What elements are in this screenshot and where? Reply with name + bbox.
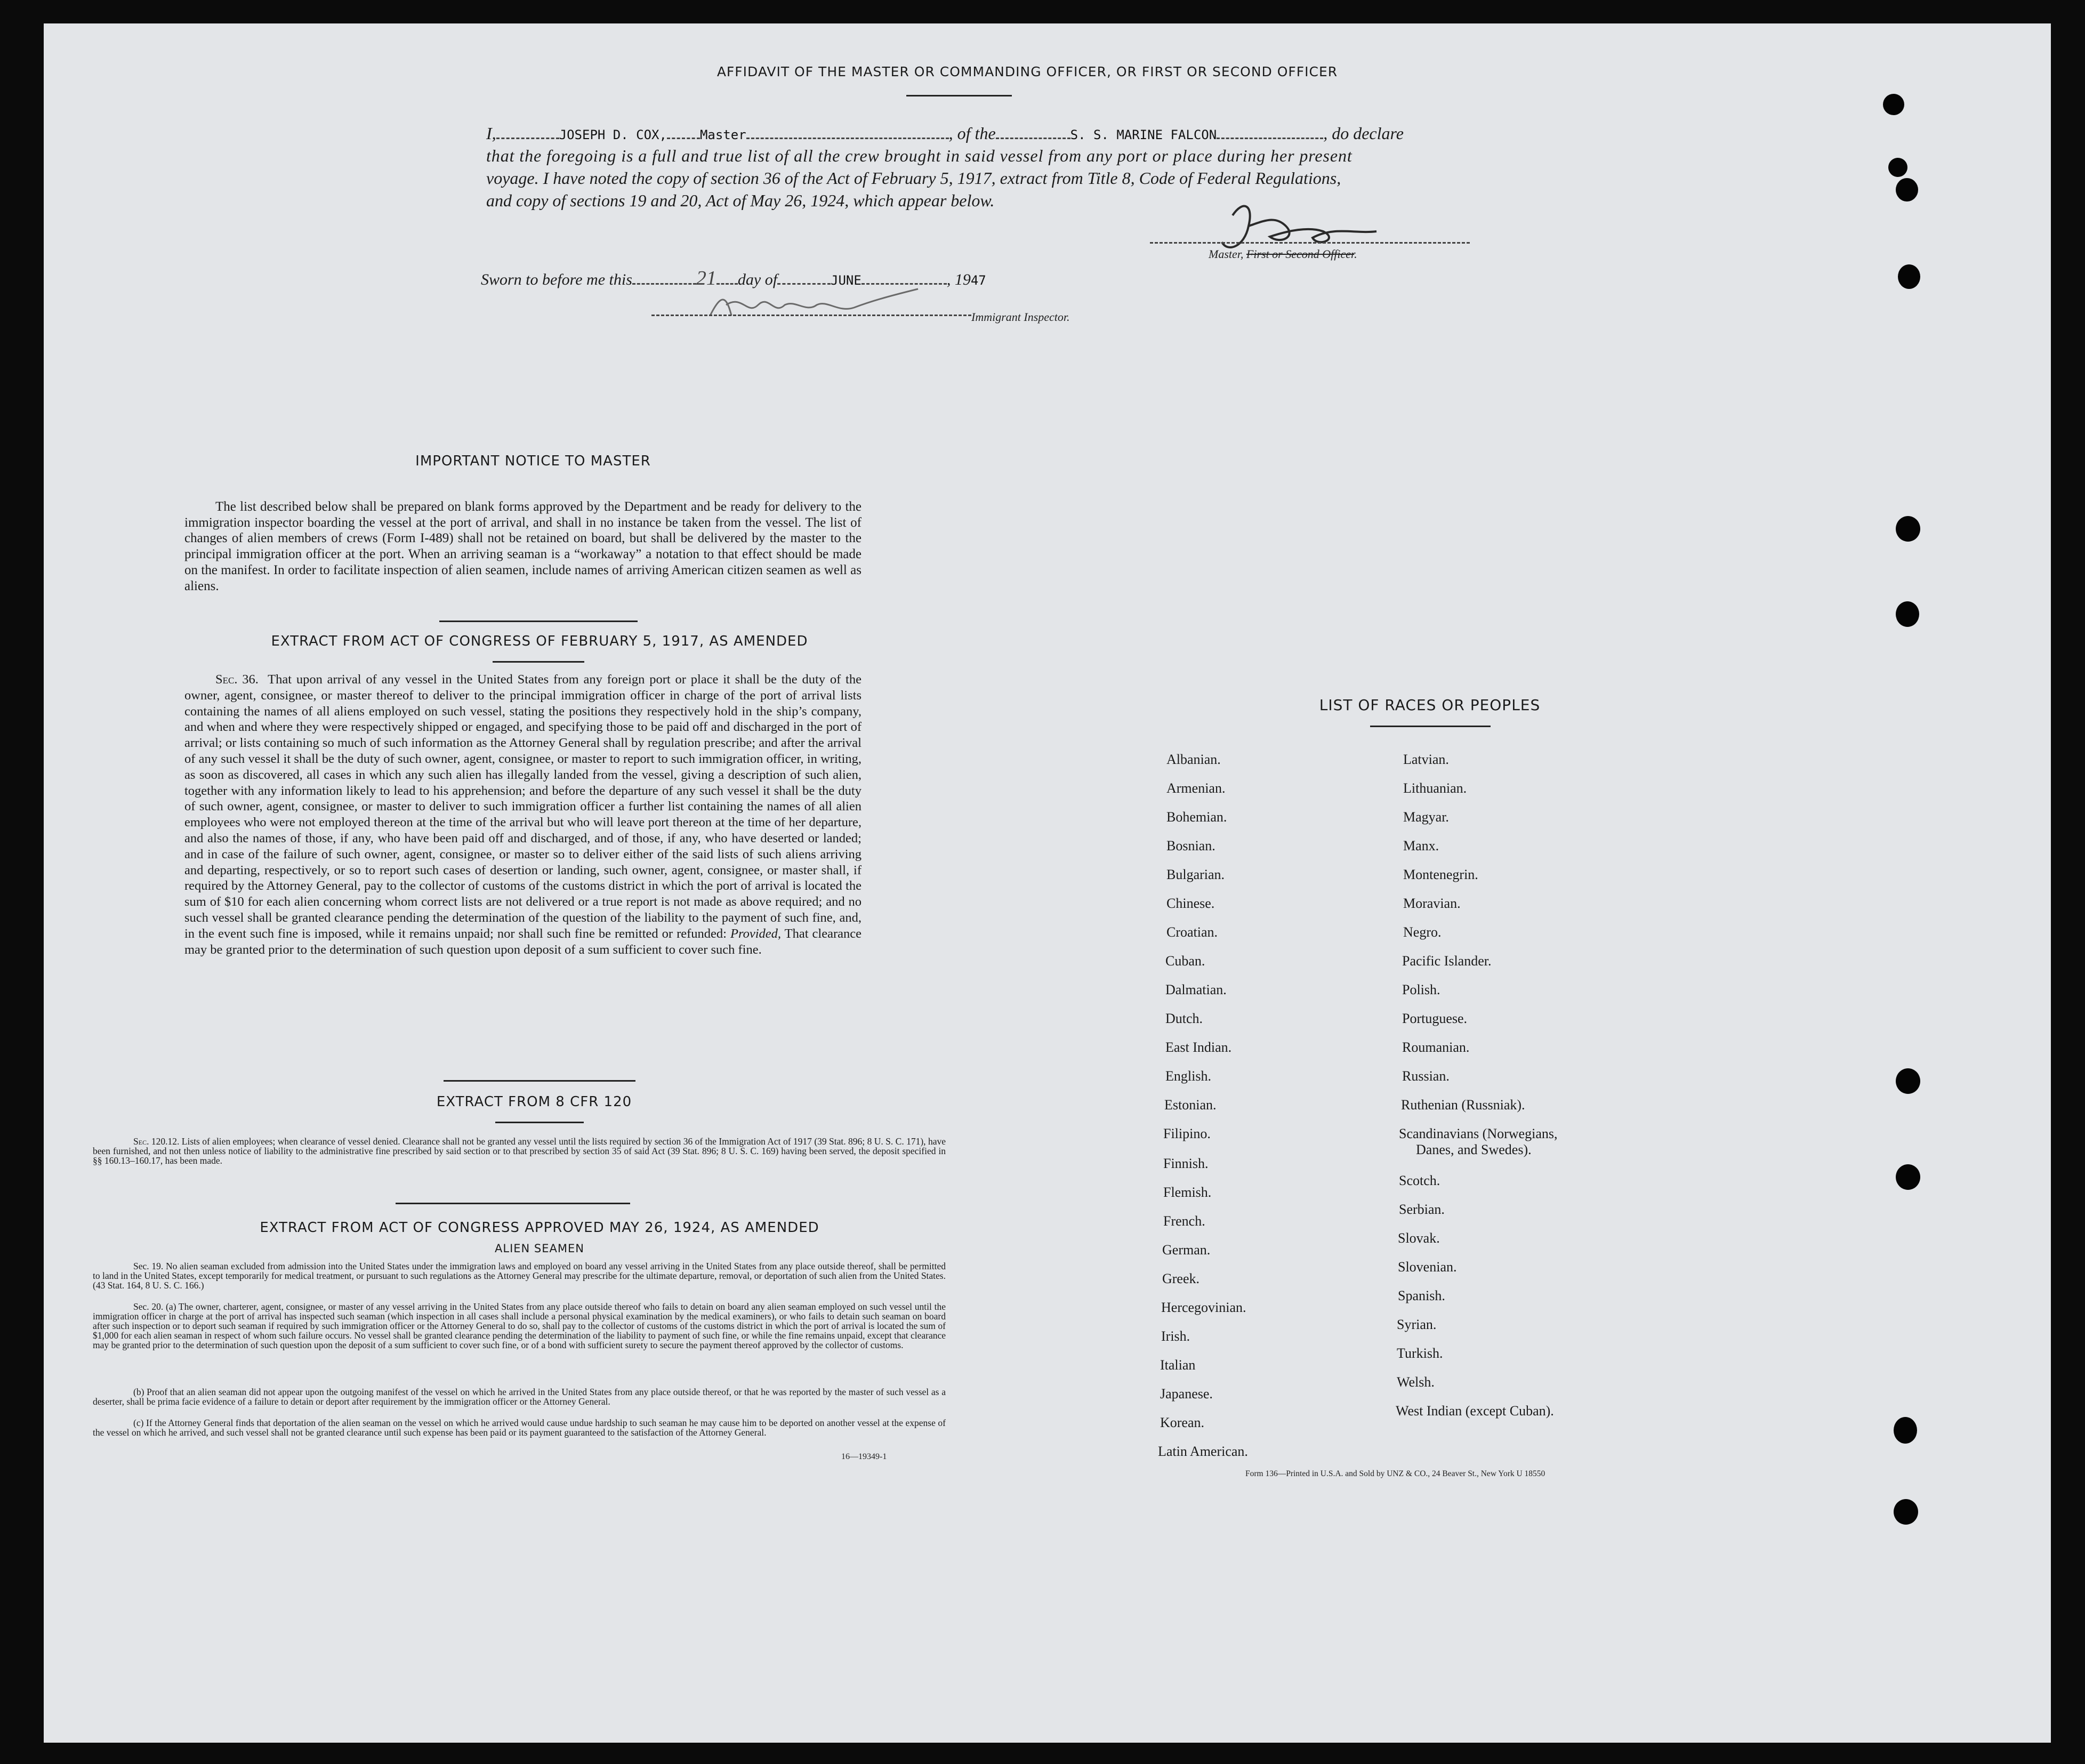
race-item: Manx.: [1403, 838, 1439, 853]
binder-hole: [1894, 1499, 1918, 1525]
race-item: Danes, and Swedes).: [1416, 1142, 1532, 1157]
affidavit-do-declare: , do declare: [1323, 124, 1404, 143]
notice-body: The list described below shall be prepared on blank forms approved by the Department and be ready for delivery to the immigration inspector boarding the vessel at the port of arrival, and shall in no instance be taken from the vessel. The list of changes of alien members of crews (Form I-489) shall not be retained on board, but shall be delivered by the master to the principal immigration officer at the port. When an arriving seaman is a “workaway” a notation to that effect should be made on the manifest. In order to facilitate inspection of alien seamen, include names of arriving American citizen seamen as well as aliens.: [184, 500, 862, 593]
race-item: Portuguese.: [1402, 1011, 1468, 1026]
race-item: German.: [1162, 1242, 1211, 1258]
races-divider: [1370, 726, 1491, 727]
extract-1917-body: Sec. 36. That upon arrival of any vessel in the United States from any foreign port or place it shall be the duty of the owner, agent, consignee, or master thereof to deliver to the principal immigration officer in charge of the port of arrival lists containing the names of all aliens employed on such vessel, stating the positions they respectively hold in the ship’s company, and when and where they were respectively shipped or engaged, and specifying those to be paid off and discharged in the port of arrival; or lists containing so much of such information as the Attorney General shall by regulation prescribe; and after the arrival of any such vessel it shall be the duty of such owner, agent, consignee, or master to report to such immigration officer, in writing, as soon as discovered, all cases in which any such alien has illegally landed from the vessel, giving a description of such alien, together with any information likely to lead to his apprehension; and before the departure of any such vessel it shall be the duty of such owner, agent, consignee, or master to deliver to such immigration officer a further list containing the names of all alien employees who were not employed thereon at the time of the arrival but who will leave port thereon at the time of her departure, and also the names of those, if any, who have been paid off and discharged, and of those, if any, who have deserted or landed; and in case of the failure of such owner, agent, consignee, or master so to deliver either of the said lists of such aliens arriving and departing, respectively, or so to report such cases of desertion or landing, such owner, agent, consignee, or master shall, if required by the Attorney General, pay to the collector of customs of the customs district in which the port of arrival is located the sum of $10 for each alien concerning whom correct lists are not delivered or a true report is not made as above required; and no such vessel shall be granted clearance pending the determination of the question of the liability to the payment of such fine, and, in the event such fine is imposed, while it remains unpaid; nor shall such fine be remitted or refunded: Provided, That clearance may be granted prior to the determination of such question upon deposit of a sum sufficient to cover such fine.: [184, 672, 862, 957]
binder-hole: [1896, 1164, 1920, 1190]
binder-hole: [1898, 264, 1920, 289]
affidavit-line-3: voyage. I have noted the copy of section 36 of the Act of February 5, 1917, extract from Title 8, Code of Federal Regulations,: [486, 168, 1341, 188]
race-item: Bohemian.: [1166, 809, 1227, 825]
extract-1917-divider: [493, 661, 584, 663]
race-item: Magyar.: [1403, 809, 1449, 825]
extract-1917-end-divider: [444, 1080, 635, 1082]
race-item: Finnish.: [1163, 1156, 1209, 1171]
race-item: Lithuanian.: [1403, 780, 1467, 796]
inspector-signature: [705, 284, 950, 326]
sworn-year: 47: [970, 273, 986, 288]
race-item: West Indian (except Cuban).: [1396, 1403, 1554, 1419]
binder-hole: [1888, 158, 1907, 177]
race-item: Dalmatian.: [1165, 982, 1227, 997]
extract-1917-heading: EXTRACT FROM ACT OF CONGRESS OF FEBRUARY 5, 1917, AS AMENDED: [271, 633, 808, 649]
binder-hole: [1894, 1417, 1917, 1444]
race-item: Negro.: [1403, 924, 1442, 940]
race-item: Dutch.: [1165, 1011, 1203, 1026]
extract-cfr-end-divider: [396, 1203, 630, 1204]
extract-cfr-heading: EXTRACT FROM 8 CFR 120: [436, 1094, 632, 1110]
affidavit-line-2: that the foregoing is a full and true list of all the crew brought in said vessel from any port or place during her present: [486, 146, 1353, 165]
section-19-body: Sec. 19. No alien seaman excluded from admission into the United States under the immigration laws and employed on board any vessel arriving in the United States from any place outside thereof, shall be permitted to land in the United States, except temporarily for medical treatment, or pursuant to such regulations as the Attorney General may prescribe for the ultimate departure, removal, or deportation of such alien from the United States. (43 Stat. 164, 8 U. S. C. 166.): [93, 1261, 946, 1291]
race-item: Greek.: [1162, 1271, 1200, 1286]
section-20b-body: (b) Proof that an alien seaman did not appear upon the outgoing manifest of the vessel on which he arrived in the United States from any place outside thereof, or that he was reported by the master of such vessel as a deserter, shall be prima facie evidence of a failure to detain or deport after requirement by the immigration officer or the Attorney General.: [93, 1387, 946, 1407]
race-item: Scotch.: [1399, 1173, 1440, 1188]
binder-hole: [1896, 516, 1920, 542]
race-item: Bulgarian.: [1166, 867, 1225, 882]
race-item: Moravian.: [1403, 896, 1461, 911]
notice-heading: IMPORTANT NOTICE TO MASTER: [415, 453, 651, 469]
race-item: Bosnian.: [1166, 838, 1215, 853]
races-heading: LIST OF RACES OR PEOPLES: [1319, 696, 1541, 714]
race-item: Pacific Islander.: [1402, 953, 1492, 969]
sworn-day: 21: [696, 267, 717, 289]
race-item: Latvian.: [1403, 752, 1449, 767]
race-item: Ruthenian (Russniak).: [1401, 1097, 1525, 1113]
race-item: Italian: [1160, 1357, 1196, 1373]
struck-officer-text: First or Second Officer: [1246, 247, 1355, 261]
race-item: Welsh.: [1397, 1374, 1435, 1390]
master-rank: Master: [699, 127, 746, 142]
binder-hole: [1896, 601, 1919, 627]
master-signature-line: [1150, 242, 1470, 244]
master-signature: [1217, 194, 1462, 274]
race-item: East Indian.: [1165, 1040, 1232, 1055]
provided-word: Provided,: [730, 926, 782, 941]
document-page: [44, 23, 2051, 1743]
affidavit-line-1: [486, 124, 1552, 143]
binder-hole: [1883, 94, 1904, 115]
form-code: 16—19349-1: [841, 1452, 887, 1461]
extract-cfr-divider: [495, 1122, 584, 1123]
race-item: Scandinavians (Norwegians,: [1399, 1126, 1558, 1141]
race-item: Cuban.: [1165, 953, 1205, 969]
race-item: Polish.: [1402, 982, 1440, 997]
extract-cfr-body: Sec. 120.12. Lists of alien employees; when clearance of vessel denied. Clearance shall not be granted any vessel until the lists required by section 36 of the Immigration Act of 1917 (39 Stat. 896; 8 U. S. C. 171), have been furnished, and not then unless notice of liability to the administrative fine prescribed by said section or to that prescribed by section 35 of said Act (39 Stat. 896; 8 U. S. C. 169) having been served, the deposit specified in §§ 160.13–160.17, has been made.: [93, 1136, 946, 1166]
race-item: Serbian.: [1399, 1202, 1445, 1217]
race-item: French.: [1163, 1213, 1205, 1229]
race-item: Chinese.: [1166, 896, 1215, 911]
race-item: Albanian.: [1166, 752, 1221, 767]
inspector-signature-line: [651, 315, 971, 316]
signature-caption: Master, First or Second Officer.: [1209, 247, 1357, 261]
affidavit-title: AFFIDAVIT OF THE MASTER OR COMMANDING OFFICER, OR FIRST OR SECOND OFFICER: [717, 64, 1338, 79]
affidavit-of-the: , of the: [948, 124, 996, 143]
title-divider: [906, 95, 1012, 96]
race-item: English.: [1165, 1068, 1211, 1084]
race-item: Korean.: [1160, 1415, 1205, 1430]
race-item: Flemish.: [1163, 1185, 1212, 1200]
master-name: JOSEPH D. COX,: [559, 127, 667, 142]
sworn-month: JUNE: [831, 273, 862, 288]
section-36-label: Sec. 36.: [215, 672, 259, 687]
race-item: Filipino.: [1163, 1126, 1211, 1141]
race-item: Hercegovinian.: [1161, 1300, 1246, 1315]
binder-hole: [1896, 178, 1918, 202]
section-20a-body: Sec. 20. (a) The owner, charterer, agent, consignee, or master of any vessel arriving in the United States from any place outside thereof who fails to detain on board any alien seaman employed on such vessel until the immigration officer in charge at the port of arrival has inspected such seaman (which inspection in all cases shall include a personal physical examination by the medical examiners), or who fails to detain such seaman on board after such inspection or to deport such seaman if required by such immigration officer or the Attorney General to do so, shall pay to the collector of customs of the customs district in which the port of arrival is located the sum of $1,000 for each alien seaman in respect of whom such failure occurs. No vessel shall be granted clearance pending the determination of the liability to payment of such fine, or while the fine remains unpaid, except that clearance may be granted prior to the determination of such question upon the deposit of a sum sufficient to cover such fine, or of a bond with sufficient surety to secure the payment thereof approved by the collector of customs.: [93, 1301, 946, 1350]
extract-1924-heading: EXTRACT FROM ACT OF CONGRESS APPROVED MAY 26, 1924, AS AMENDED: [260, 1220, 819, 1236]
race-item: Roumanian.: [1402, 1040, 1470, 1055]
sworn-line: Sworn to before me this 21 day of JUNE , 1947: [481, 267, 986, 289]
race-item: Estonian.: [1164, 1097, 1217, 1113]
race-item: Croatian.: [1166, 924, 1218, 940]
race-item: Japanese.: [1160, 1386, 1213, 1401]
race-item: Armenian.: [1166, 780, 1226, 796]
vessel-name: S. S. MARINE FALCON: [1070, 127, 1217, 142]
race-item: Syrian.: [1397, 1317, 1437, 1332]
inspector-caption: Immigrant Inspector.: [971, 310, 1070, 324]
form-imprint: Form 136—Printed in U.S.A. and Sold by UNZ & CO., 24 Beaver St., New York U 18550: [1245, 1469, 1545, 1478]
race-item: Spanish.: [1398, 1288, 1445, 1303]
binder-hole: [1896, 1068, 1920, 1094]
alien-seamen-subheading: ALIEN SEAMEN: [495, 1242, 584, 1255]
race-item: Slovak.: [1398, 1230, 1440, 1246]
race-item: Latin American.: [1158, 1444, 1248, 1459]
race-item: Russian.: [1402, 1068, 1450, 1084]
affidavit-line-4: and copy of sections 19 and 20, Act of May 26, 1924, which appear below.: [486, 191, 995, 210]
race-item: Turkish.: [1397, 1346, 1443, 1361]
notice-divider: [439, 621, 638, 622]
section-20c-body: (c) If the Attorney General finds that deportation of the alien seaman on the vessel on which he arrived would cause undue hardship to such seaman he may cause him to be deported on another vessel at the expense of the vessel on which he arrived, and such vessel shall not be granted clearance until such expense has been paid or its payment guaranteed to the satisfaction of the Attorney General.: [93, 1417, 946, 1438]
affidavit-lead: I,: [486, 124, 496, 143]
race-item: Montenegrin.: [1403, 867, 1478, 882]
race-item: Slovenian.: [1398, 1259, 1457, 1275]
race-item: Irish.: [1161, 1328, 1190, 1344]
